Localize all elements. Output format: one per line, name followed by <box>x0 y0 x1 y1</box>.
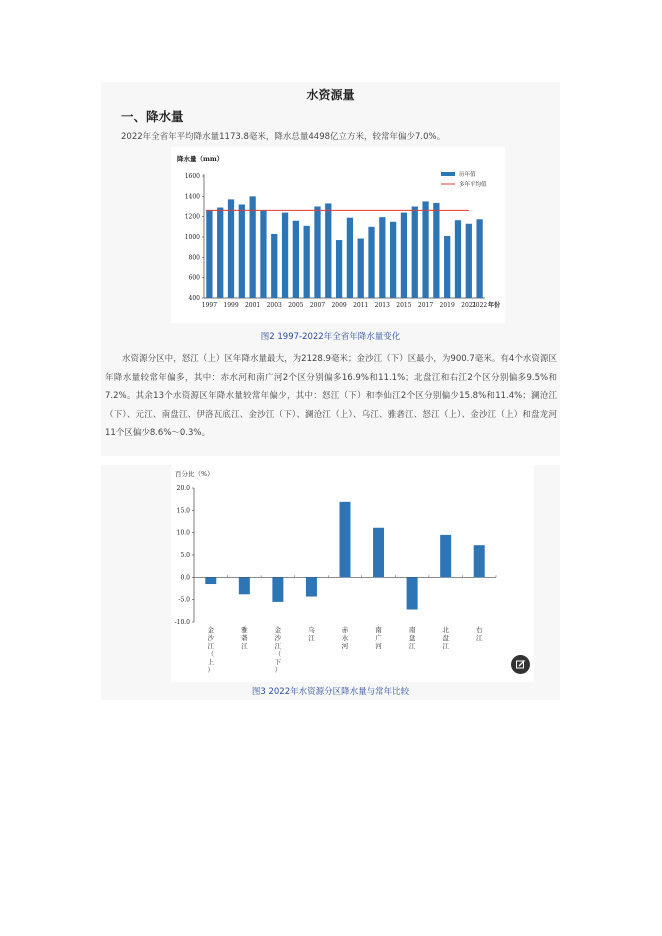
bar-2022 <box>476 219 482 298</box>
x-tick-label: 1999 <box>223 302 239 309</box>
bar-2005 <box>293 221 299 298</box>
bar-乌江 <box>306 577 317 596</box>
bar-金沙江（上） <box>205 577 216 584</box>
bar-2015 <box>401 213 407 298</box>
bar-金沙江（下） <box>272 577 283 602</box>
x-axis-label: 年份 <box>488 302 501 309</box>
x-tick-label: 雅砻江 <box>241 626 248 650</box>
y-tick-label: 1400 <box>184 193 200 201</box>
x-tick-label: 2022 <box>471 302 488 309</box>
legend-swatch-annual <box>441 172 455 176</box>
bar-1997 <box>206 210 212 298</box>
bar-2021 <box>466 224 472 298</box>
x-tick-label: 右江 <box>475 626 483 642</box>
bar-2000 <box>239 204 245 298</box>
edit-pencil-glyph <box>515 659 526 670</box>
bar-2019 <box>444 236 450 298</box>
bar-雅砻江 <box>239 577 250 594</box>
x-tick-label: 2011 <box>353 302 369 309</box>
x-tick-label: 北盘江 <box>442 626 449 650</box>
y-tick-label: 5.0 <box>180 552 190 559</box>
x-tick-label: 赤水河 <box>341 626 349 650</box>
bar-2010 <box>347 218 353 298</box>
x-tick-label: 南盘江 <box>408 626 416 650</box>
y-axis-label: 百分比（%） <box>175 470 214 478</box>
annual-precipitation-chart <box>171 147 505 323</box>
bar-2011 <box>358 239 364 298</box>
y-tick-label: 20.0 <box>176 485 190 492</box>
annual-precipitation-svg <box>171 147 505 323</box>
x-tick-label: 2017 <box>417 302 434 309</box>
section-heading: 一、降水量 <box>121 109 184 124</box>
figure3-caption: 图3 2022年水资源分区降水量与常年比较 <box>251 687 410 697</box>
bar-2008 <box>325 203 331 298</box>
legend-label-average: 多年平均值 <box>459 182 487 188</box>
y-tick-label: 800 <box>188 254 200 262</box>
bar-2003 <box>271 234 277 298</box>
bar-2002 <box>260 211 266 298</box>
y-tick-label: 0.0 <box>180 574 190 582</box>
edit-pencil-icon[interactable] <box>511 655 530 674</box>
y-tick-label: -5.0 <box>178 596 190 604</box>
bar-2020 <box>455 220 461 298</box>
document-title: 水资源量 <box>306 88 355 102</box>
y-tick-label: 400 <box>188 295 200 302</box>
bar-1999 <box>228 199 234 298</box>
y-tick-label: 1600 <box>184 173 200 180</box>
y-tick-label: 10.0 <box>176 529 190 537</box>
x-tick-label: 2003 <box>266 302 282 309</box>
x-tick-label: 乌江 <box>308 626 315 642</box>
bar-2004 <box>282 213 288 298</box>
x-tick-label: 南广河 <box>375 626 382 650</box>
bar-2001 <box>250 196 256 298</box>
bar-北盘江 <box>440 535 451 577</box>
x-tick-label: 2009 <box>331 302 347 309</box>
bar-2012 <box>368 227 374 298</box>
x-tick-label: 1997 <box>201 302 218 309</box>
bar-2017 <box>422 201 428 298</box>
bar-南盘江 <box>407 577 418 609</box>
legend-label-annual: 历年值 <box>459 172 476 178</box>
precipitation-paragraph: 水资源分区中，怒江（上）区年降水量最大，为2128.9毫米；金沙江（下）区最小，为900.7毫米。有4个水资源区年降水量较常年偏多，其中：赤水河和南广河2个区分别偏多16.9%和11.1%；北盘江和右江2个区分别偏多9.5%和7.2%。其余13个水资源区年降水量较常年偏少，其中：怒江（下）和李仙江2个区分别偏少15.8%和11.4%；澜沧江（下）、元江、南盘江、伊洛瓦底江、金沙江（下）、澜沧江（上）、乌江、雅砻江、怒江（上）、金沙江（上）和盘龙河11个区偏少8.6%～0.3%。 <box>105 354 557 439</box>
bar-2013 <box>379 217 385 298</box>
y-tick-label: -10.0 <box>174 619 190 626</box>
bar-2016 <box>412 207 418 299</box>
bar-2009 <box>336 240 342 298</box>
bar-2014 <box>390 222 396 298</box>
x-tick-label: 2015 <box>396 302 412 309</box>
y-tick-label: 1200 <box>184 213 200 221</box>
region-comparison-chart <box>171 465 534 682</box>
bar-右江 <box>474 545 485 577</box>
summary-text: 2022年全省年平均降水量1173.8毫米，降水总量4498亿立方米，较常年偏少7.0%。 <box>121 132 446 142</box>
bar-2018 <box>433 203 439 298</box>
figure2-caption: 图2 1997-2022年全省年降水量变化 <box>260 332 401 342</box>
x-tick-label: 2001 <box>244 302 261 309</box>
x-tick-label: 2013 <box>374 302 390 309</box>
bar-1998 <box>217 208 223 298</box>
region-comparison-svg <box>171 465 534 682</box>
y-tick-label: 15.0 <box>176 507 190 515</box>
y-axis-label: 降水量（mm） <box>177 155 224 163</box>
bar-2007 <box>314 207 320 299</box>
x-tick-label: 2019 <box>439 302 455 309</box>
bar-2006 <box>304 226 310 298</box>
y-tick-label: 1000 <box>184 234 200 241</box>
bar-赤水河 <box>340 502 351 577</box>
y-tick-label: 600 <box>188 274 200 282</box>
x-tick-label: 2007 <box>309 302 326 309</box>
bar-南广河 <box>373 528 384 578</box>
x-tick-label: 2005 <box>288 302 304 309</box>
x-tick-label: 金沙江（下） <box>274 626 282 674</box>
x-tick-label: 金沙江（上） <box>207 626 215 674</box>
x-tick-label: 2021 <box>461 302 477 309</box>
